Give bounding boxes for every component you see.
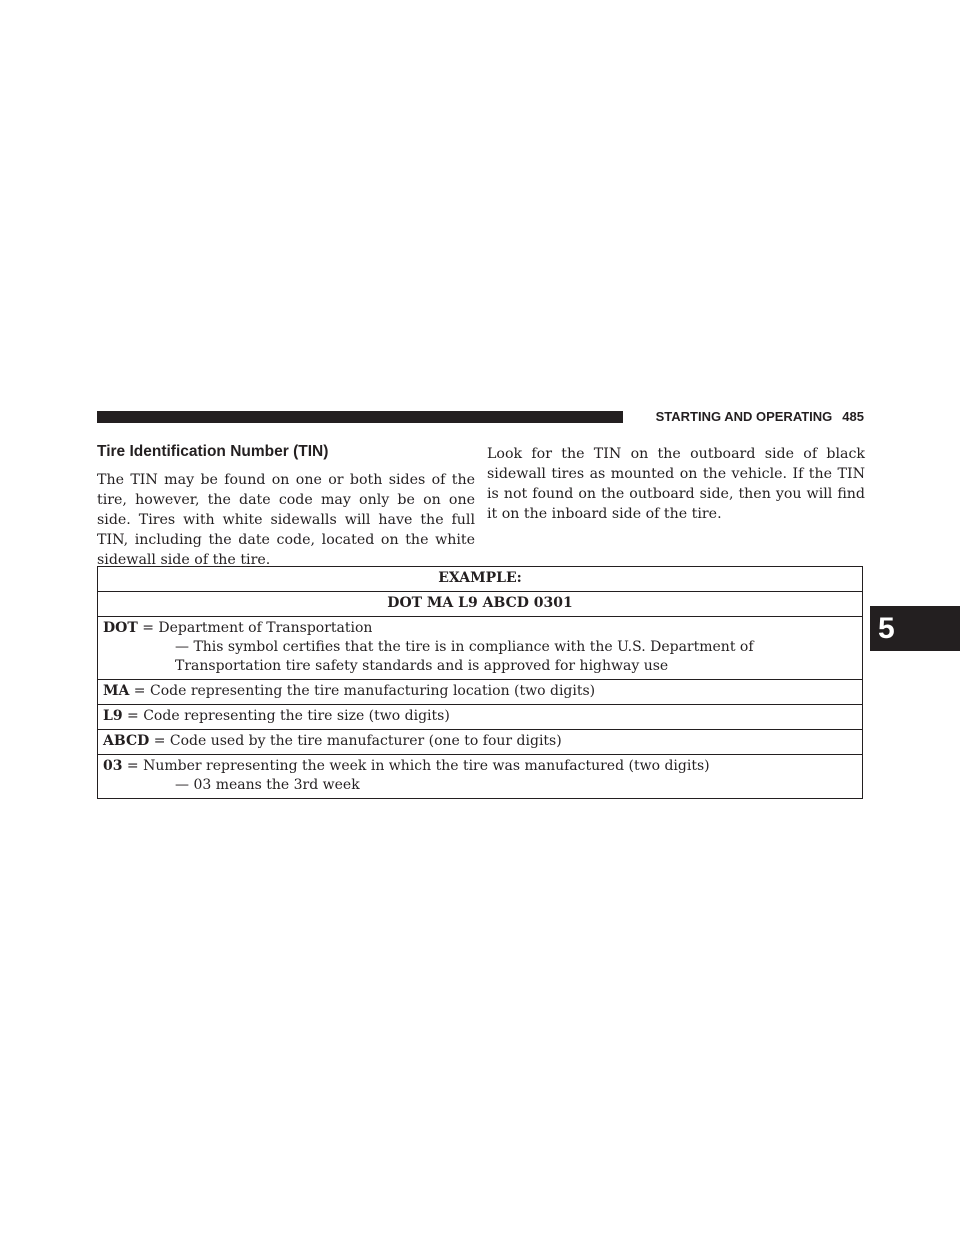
- header-section-name: STARTING AND OPERATING: [655, 409, 833, 424]
- example-code: DOT MA L9 ABCD 0301: [98, 592, 863, 617]
- term-definition: = Code used by the tire manufacturer (one to four digits): [149, 733, 562, 749]
- table-row: [98, 730, 863, 755]
- paragraph-right: Look for the TIN on the outboard side of black sidewall tires as mounted on the vehicle. If the TIN is not found on the outboard side, then you will find it on the inboard side of the tire.: [487, 446, 865, 522]
- header-rule: [97, 411, 623, 423]
- term-note: — This symbol certifies that the tire is in compliance with the U.S. Department of Transportation tire safety standards and is approved for highway use: [175, 639, 754, 674]
- table-row: [98, 755, 863, 799]
- table-row: [98, 617, 863, 680]
- definition-cell: [98, 755, 863, 799]
- term-note: — 03 means the 3rd week: [175, 777, 360, 793]
- term-definition: = Number representing the week in which the tire was manufactured (two digits): [122, 758, 710, 774]
- term-label: MA: [103, 683, 130, 699]
- section-title: Tire Identification Number (TIN): [97, 443, 329, 460]
- term-label: L9: [103, 708, 123, 724]
- running-header: [634, 409, 864, 425]
- table-row: [98, 567, 863, 592]
- table-row: [98, 592, 863, 617]
- tin-example-table: [97, 566, 863, 799]
- definition-cell: [98, 730, 863, 755]
- page-number: 485: [842, 409, 864, 424]
- term-label: DOT: [103, 620, 138, 636]
- term-label: ABCD: [103, 733, 150, 749]
- term-definition: = Department of Transportation: [137, 620, 373, 636]
- definition-cell: [98, 705, 863, 730]
- table-row: [98, 705, 863, 730]
- definition-cell: [98, 617, 863, 680]
- definition-cell: [98, 680, 863, 705]
- table-heading: EXAMPLE:: [98, 567, 863, 592]
- paragraph-left: The TIN may be found on one or both sides of the tire, however, the date code may only be on one side. Tires with white sidewalls will have the full TIN, including the date code, located on the white sidewall side of the tire.: [97, 472, 475, 568]
- term-definition: = Code representing the tire manufacturing location (two digits): [129, 683, 596, 699]
- chapter-tab: 5: [870, 606, 960, 651]
- table-row: [98, 680, 863, 705]
- term-definition: = Code representing the tire size (two digits): [122, 708, 450, 724]
- term-label: 03: [103, 758, 123, 774]
